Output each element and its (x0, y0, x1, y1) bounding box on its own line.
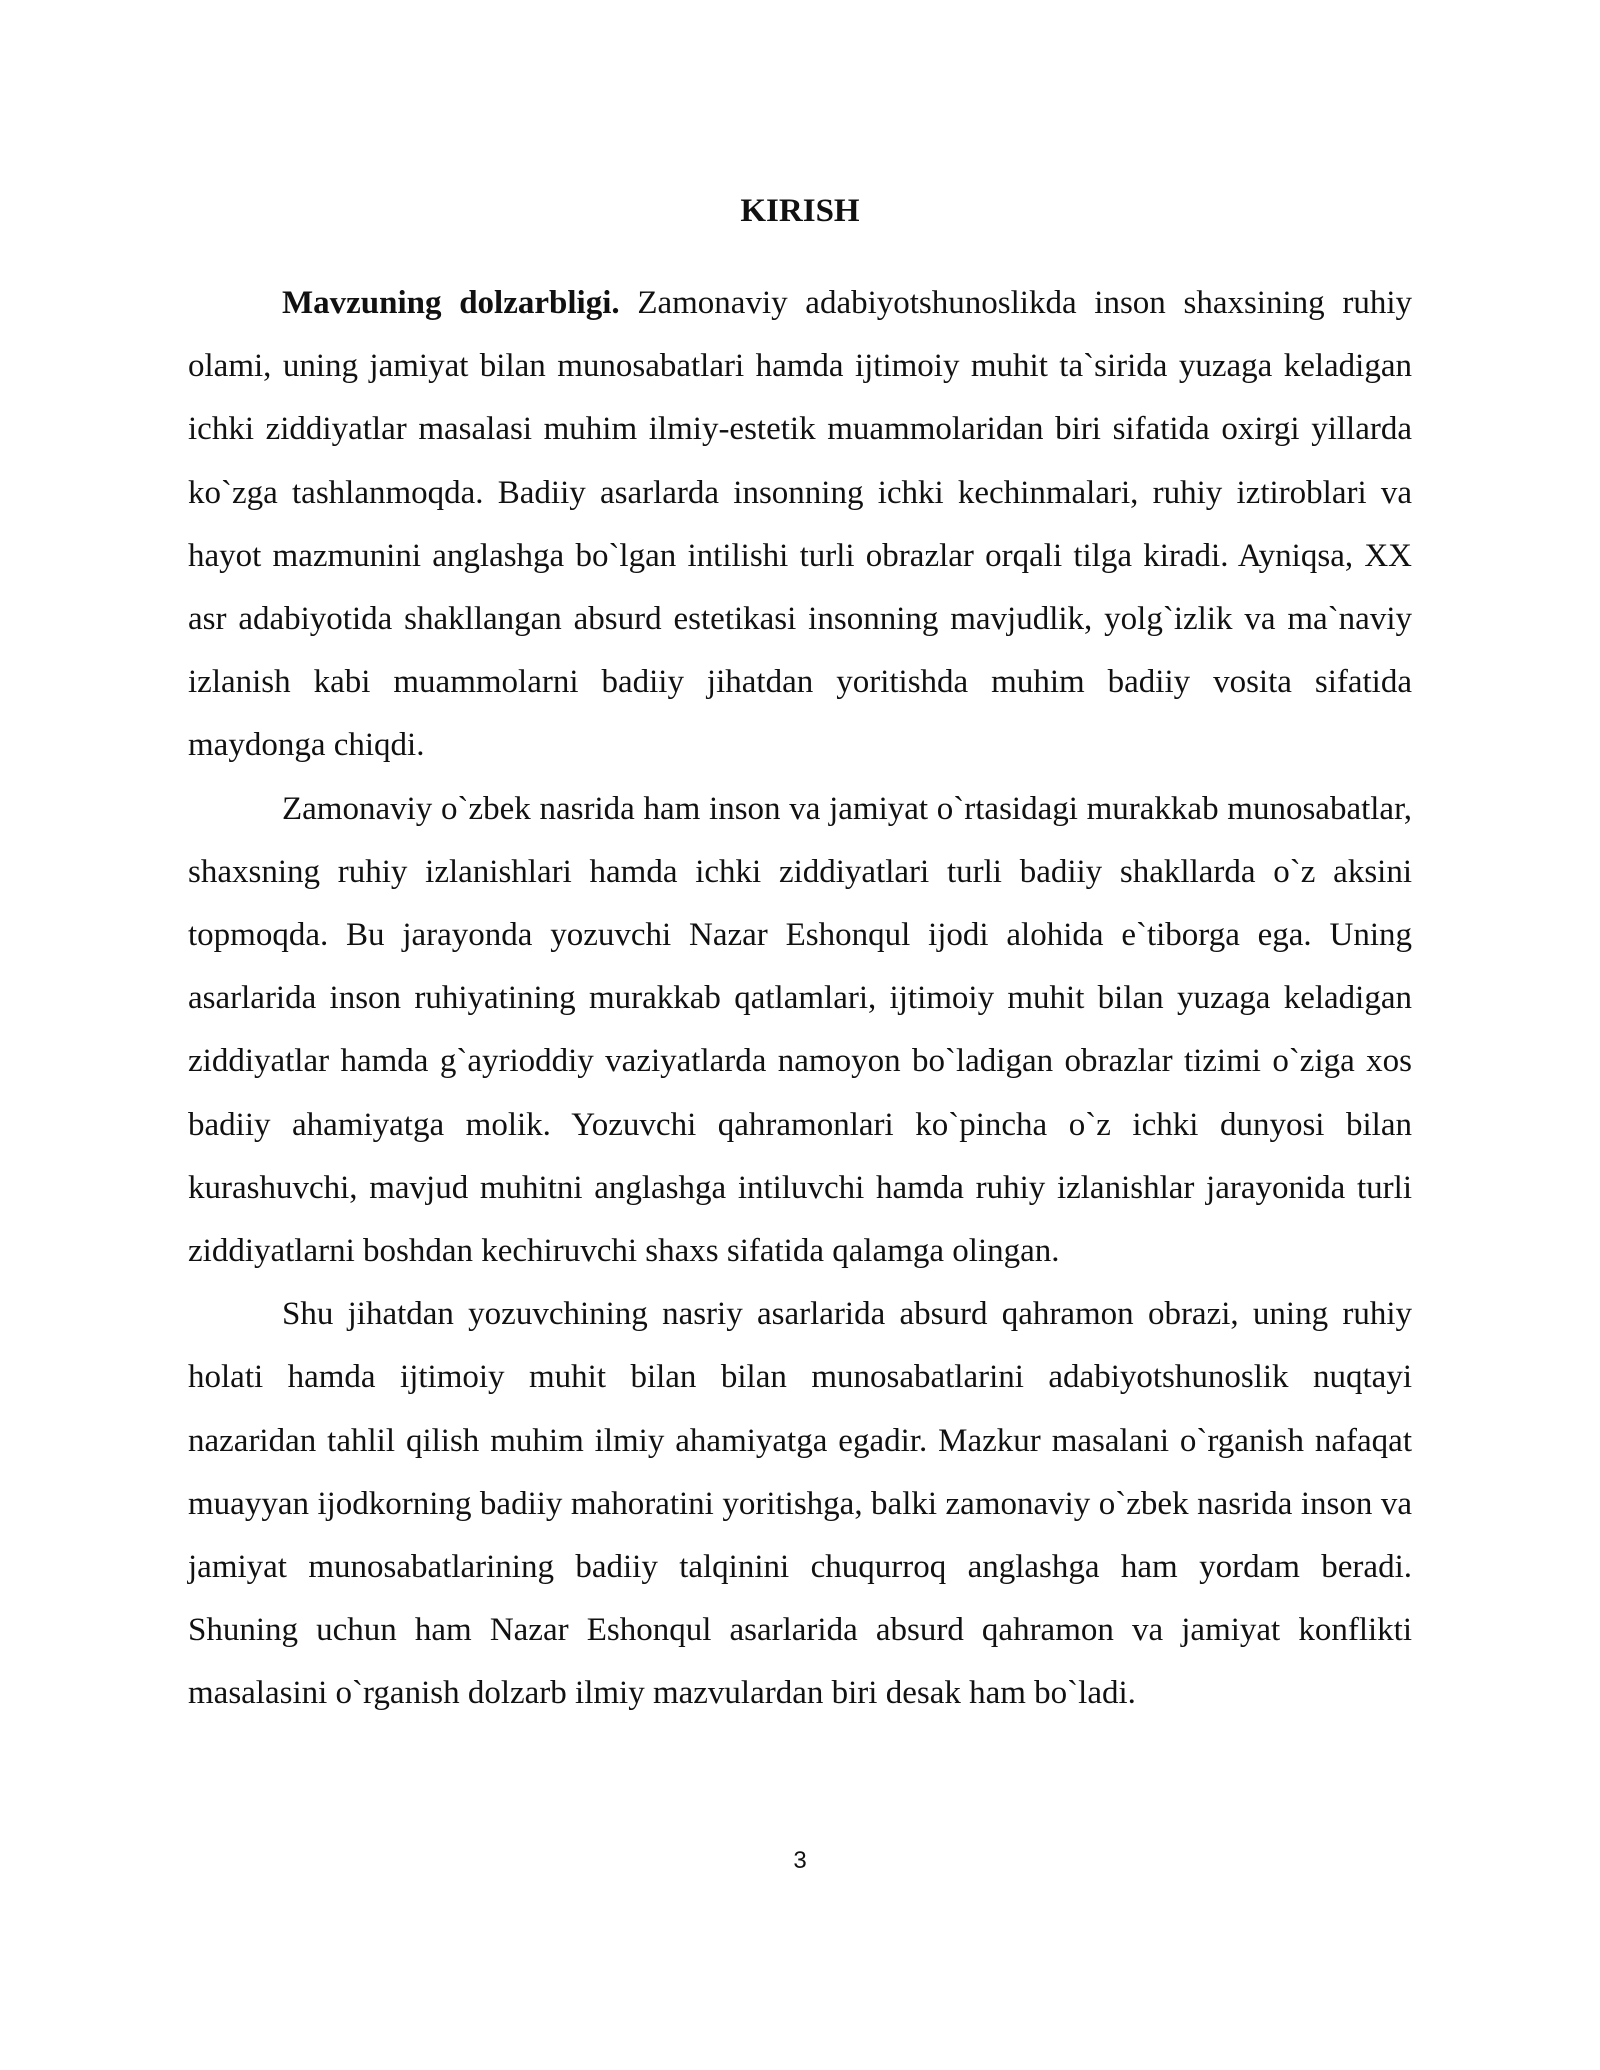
page-number: 3 (793, 1847, 807, 1874)
paragraph-2: Zamonaviy o`zbek nasrida ham inson va jamiyat o`rtasidagi murakkab munosabatlar, shaxsning ruhiy izlanishlari hamda ichki ziddiyatlari turli badiiy shakllarda o`z aksini topmoqda. Bu jarayonda yozuvchi Nazar Eshonqul ijodi alohida e`tiborga ega. Uning asarlarida inson ruhiyatining murakkab qatlamlari, ijtimoiy muhit bilan yuzaga keladigan ziddiyatlar hamda g`ayrioddiy vaziyatlarda namoyon bo`ladigan obrazlar tizimi o`ziga xos badiiy ahamiyatga molik. Yozuvchi qahramonlari ko`pincha o`z ichki dunyosi bilan kurashuvchi, mavjud muhitni anglashga intiluvchi hamda ruhiy izlanishlar jarayonida turli ziddiyatlarni boshdan kechiruvchi shaxs sifatida qalamga olingan. (188, 790, 1412, 1270)
paragraph-1-text: Zamonaviy adabiyotshunoslikda inson shaxsining ruhiy olami, uning jamiyat bilan munosabatlari hamda ijtimoiy muhit ta`sirida yuzaga keladigan ichki ziddiyatlar masalasi muhim ilmiy-estetik muammolaridan biri sifatida oxirgi yillarda ko`zga tashlanmoqda. Badiiy asarlarda insonning ichki kechinmalari, ruhiy iztiroblari va hayot mazmunini anglashga bo`lgan intilishi turli obrazlar orqali tilga kiradi. Ayniqsa, XX asr adabiyotida shakllangan absurd estetikasi insonning mavjudlik, yolg`izlik va ma`naviy izlanish kabi muammolarni badiiy jihatdan yoritishda muhim badiiy vosita sifatida maydonga chiqdi. (188, 285, 1412, 764)
paragraph-lead: Mavzuning dolzarbligi. (282, 285, 620, 321)
paragraph-1 (188, 272, 1412, 778)
page-heading: KIRISH (740, 193, 860, 229)
body-text (188, 272, 1412, 1726)
paragraph-3: Shu jihatdan yozuvchining nasriy asarlarida absurd qahramon obrazi, uning ruhiy holati hamda ijtimoiy muhit bilan bilan munosabatlarini adabiyotshunoslik nuqtayi nazaridan tahlil qilish muhim ilmiy ahamiyatga egadir. Mazkur masalani o`rganish nafaqat muayyan ijodkorning badiiy mahoratini yoritishga, balki zamonaviy o`zbek nasrida inson va jamiyat munosabatlarining badiiy talqinini chuqurroq anglashga ham yordam beradi. Shuning uchun ham Nazar Eshonqul asarlarida absurd qahramon va jamiyat konflikti masalasini o`rganish dolzarb ilmiy mazvulardan biri desak ham bo`ladi. (188, 1296, 1412, 1712)
